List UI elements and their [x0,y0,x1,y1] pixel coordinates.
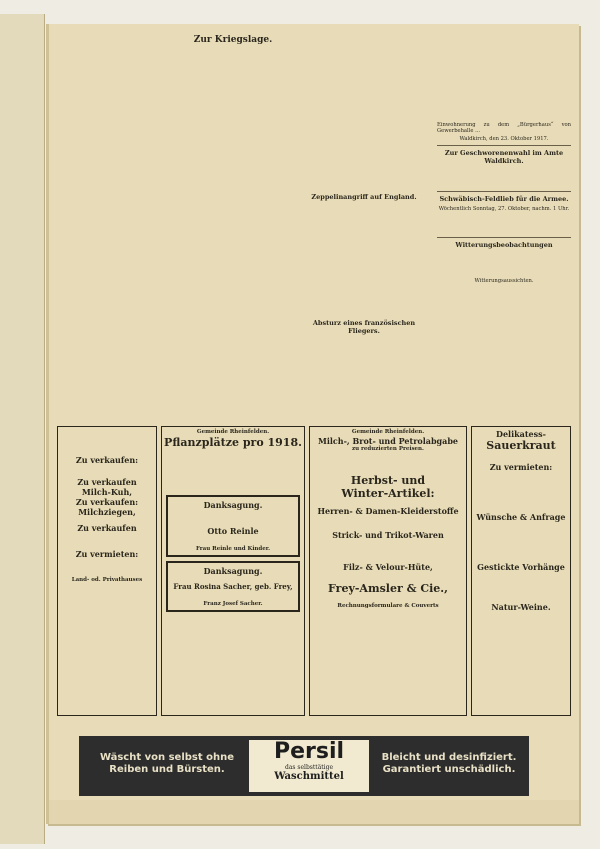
ad-block-frey-amsler [309,426,467,716]
persil-brand: Persil [273,739,345,764]
article-columns [57,32,571,424]
persil-subtitle: Waschmittel [274,771,344,782]
notice-date-3: Wöchentlich Sonntag, 27. Oktober, nachm. 1 Uhr. [438,206,570,213]
danksagung-name-1: Otto Reinle [207,525,259,536]
persil-advertisement [79,736,529,796]
notice-buergerhaus: Einwohnerung zu dem „Bürgerhaus“ von Gewerbehalle ... [437,122,571,135]
witterung-footer: Witterungsaussichten. [474,278,534,285]
column-4 [437,32,571,424]
ad-herren-damen: Herren- & Damen-Kleiderstoffe [317,506,459,517]
persil-tagline: das selbsttätige [285,764,333,771]
ad-sauerkraut: Sauerkraut [486,439,556,452]
divider [437,145,571,146]
classified-ads-left [57,426,157,716]
ad-filz-hute: Filz- & Velour-Hüte, [343,562,433,573]
newspaper-page [46,24,579,824]
ad-herbst: Herbst- und [350,474,426,488]
divider [437,237,571,238]
ad-zu-verkaufen: Zu verkaufen: [75,455,139,465]
notice-date-1: Waldkirch, den 23. Oktober 1917. [459,136,549,143]
ad-delikatess: Delikatess- [496,429,546,439]
ad-rechnungsformulare: Rechnungsformulare & Couverts [337,603,439,610]
persil-logo [249,740,369,792]
danksagung-box-2 [166,561,300,612]
ad-milch-sub: zu reduzierten Preisen. [352,445,424,452]
ad-zu-verkaufen-4: Zu verkaufen [77,523,137,533]
classified-ads-right [471,426,571,716]
ad-privathauses: Land- od. Privathauses [71,577,143,583]
danksagung-box-1 [166,495,300,558]
danksagung-title-1: Danksagung. [203,499,263,510]
ad-gemeinde-rheinfelden: Gemeinde Rheinfelden. [196,429,270,435]
column-3 [299,32,429,424]
heading-witterung: Witterungsbeobachtungen [455,241,553,250]
ad-milchziegen: Milchziegen, [78,507,136,517]
ad-zu-verkaufen-2: Zu verkaufen [77,477,137,487]
heading-kriegslage: Zur Kriegslage. [193,35,273,45]
danksagung-title-2: Danksagung. [203,566,263,577]
danksagung-family-1: Frau Reinle und Kinder. [195,545,271,552]
heading-feldlieb: Schwäbisch-Feldlieb für die Armee. [439,195,569,204]
heading-zeppelin: Zeppelinangriff auf England. [311,193,417,201]
ad-gemeinde-rheinfelden-2: Gemeinde Rheinfelden. [351,429,425,435]
divider [437,191,571,192]
persil-left-text: Wäscht von selbst ohne Reiben und Bürsten. [99,752,235,775]
persil-right-text: Bleicht und desinfiziert. Garantiert unschädlich. [381,752,517,775]
ad-natur-weine: Natur-Weine. [491,602,551,612]
ad-zu-vermieten: Zu vermieten: [489,462,553,472]
left-page-edge [0,14,45,844]
ad-milch-brot: Milch-, Brot- und Petrolabgabe [317,435,459,446]
ad-block-pflanzplaetze [161,426,305,716]
ad-zu-vermieten-2: Zu vermieten: [75,549,139,559]
danksagung-name-2: Frau Rosina Sacher, geb. Frey, [173,582,293,592]
ad-frey-amsler: Frey-Amsler & Cie., [328,582,448,596]
ad-zu-verkaufen-3: Zu verkaufen: [75,497,139,507]
ad-pflanzplaetze: Pflanzplätze pro 1918. [164,435,302,449]
ad-gestickte: Gestickte Vorhänge [477,562,565,572]
ad-strick-trikot: Strick- und Trikot-Waren [332,530,444,541]
ad-milch-kuh: Milch-Kuh, [81,487,133,497]
ad-winter: Winter-Artikel: [341,487,435,501]
heading-geschworenen: Zur Geschworenenwahl im Amte Waldkirch. [444,149,564,166]
danksagung-sig-2: Franz Josef Sacher. [203,600,263,607]
advertisements [57,426,571,726]
ad-wuensche: Wünsche & Anfrage [476,512,566,522]
bottom-margin [49,800,579,824]
column-2 [175,32,291,424]
heading-flieger: Absturz eines französischen Fliegers. [312,319,416,335]
column-1 [57,32,167,424]
